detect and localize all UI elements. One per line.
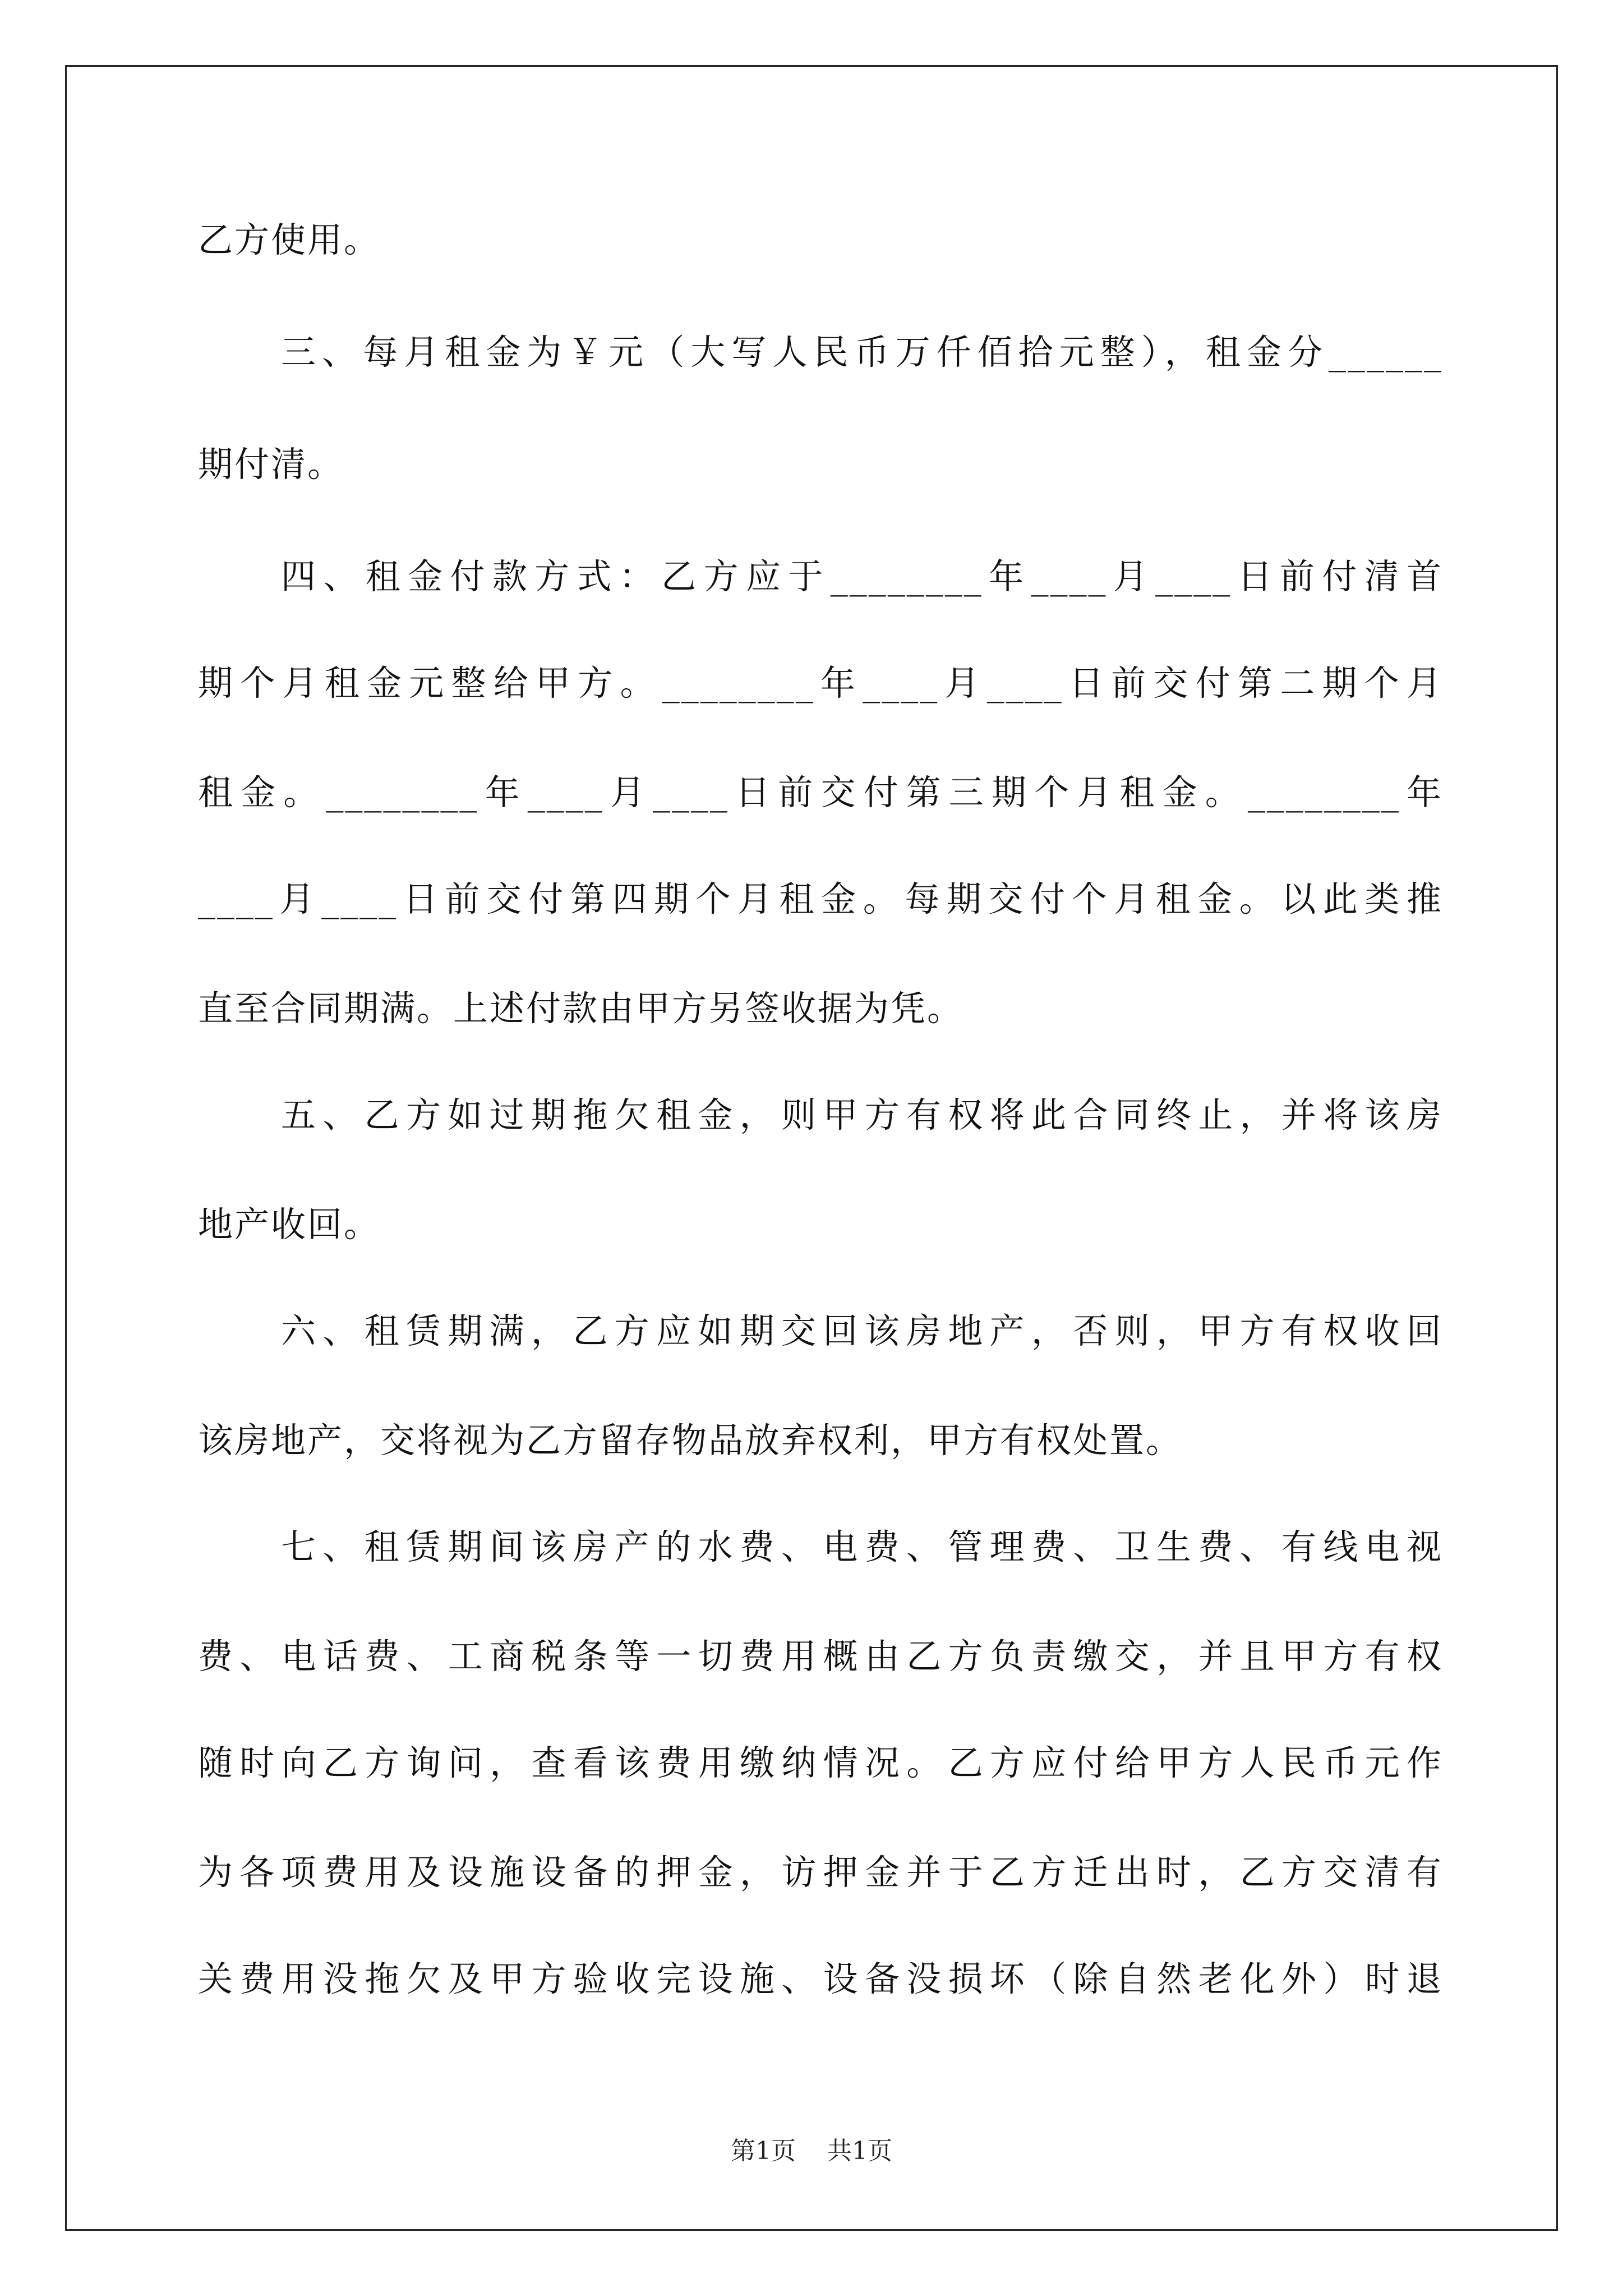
text-line-11: 六、租赁期满，乙方应如期交回该房地产，否则，甲方有权收回 (281, 1310, 1443, 1351)
text-line-1: 乙方使用。 (198, 219, 381, 260)
text-line-6: 租金。________年____月____日前交付第三期个月租金。________年 (198, 772, 1443, 813)
text-line-5: 期个月租金元整给甲方。________年____月____日前交付第二期个月 (198, 662, 1443, 703)
text-line-7: ____月____日前交付第四期个月租金。每期交付个月租金。以此类推 (198, 878, 1443, 919)
text-line-12: 该房地产，交将视为乙方留存物品放弃权利，甲方有权处置。 (198, 1420, 1183, 1461)
text-line-4: 四、租金付款方式：乙方应于________年____月____日前付清首 (281, 556, 1443, 597)
text-line-3: 期付清。 (198, 444, 344, 485)
page-number-footer: 第1页 共1页 (731, 2137, 892, 2165)
text-line-15: 随时向乙方询问，查看该费用缴纳情况。乙方应付给甲方人民币元作 (198, 1742, 1443, 1783)
page-border (65, 65, 1558, 2231)
text-line-14: 费、电话费、工商税条等一切费用概由乙方负责缴交，并且甲方有权 (198, 1636, 1443, 1677)
text-line-9: 五、乙方如过期拖欠租金，则甲方有权将此合同终止，并将该房 (281, 1094, 1443, 1135)
text-line-17: 关费用没拖欠及甲方验收完设施、设备没损坏（除自然老化外）时退 (198, 1958, 1443, 1999)
text-line-2: 三、每月租金为￥元（大写人民币万仟佰拾元整），租金分______ (281, 332, 1443, 372)
text-line-10: 地产收回。 (198, 1204, 381, 1245)
text-line-8: 直至合同期满。上述付款由甲方另签收据为凭。 (198, 988, 964, 1029)
text-line-13: 七、租赁期间该房产的水费、电费、管理费、卫生费、有线电视 (281, 1526, 1443, 1567)
text-line-16: 为各项费用及设施设备的押金，访押金并于乙方迁出时，乙方交清有 (198, 1852, 1443, 1893)
